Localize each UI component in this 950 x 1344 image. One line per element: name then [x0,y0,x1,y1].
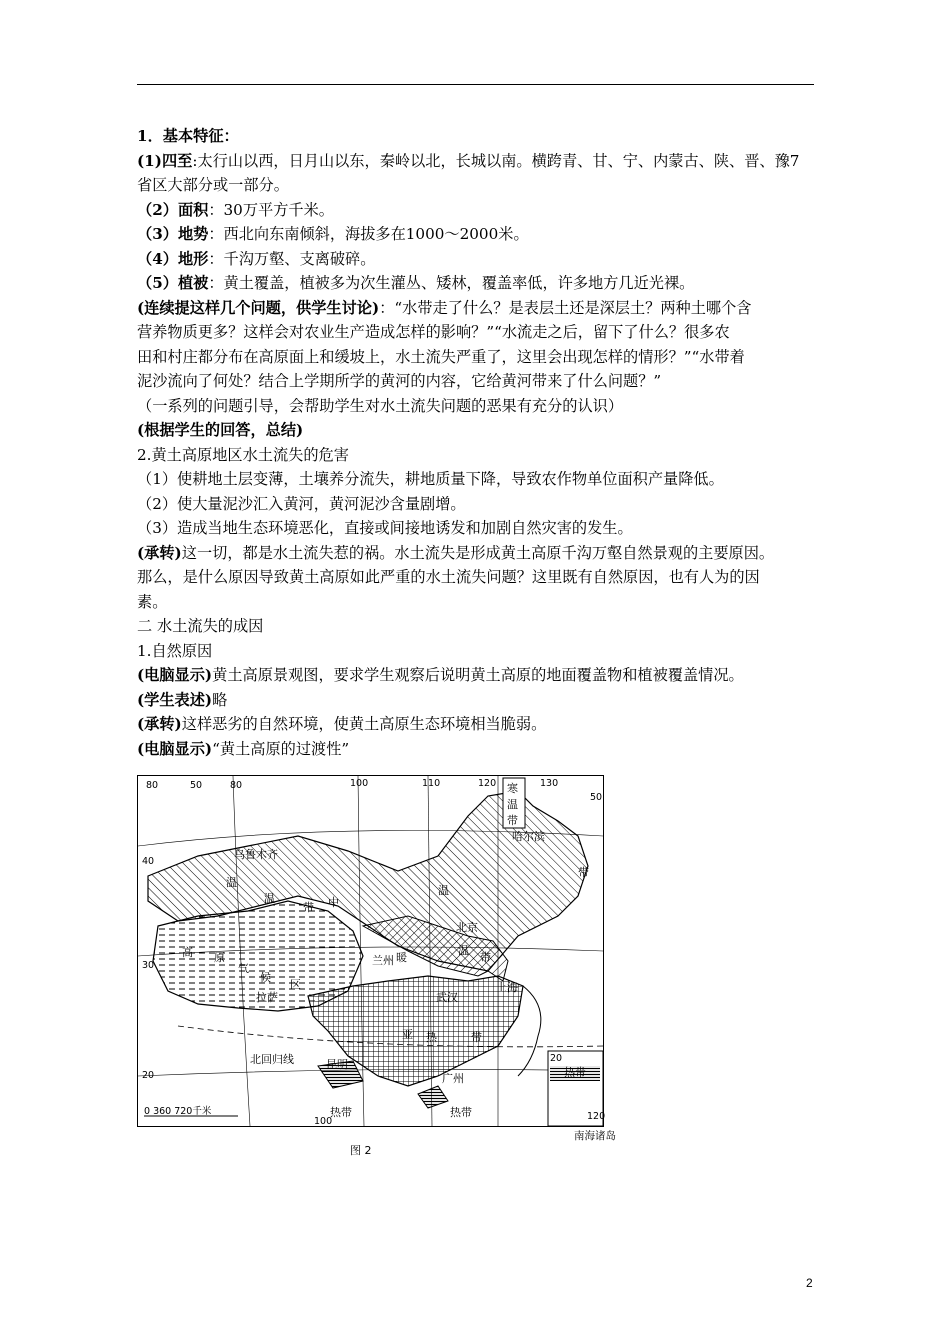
climate-map [137,775,604,1127]
lat-label: 20 [142,1070,155,1081]
lon-label: 80 [146,780,159,791]
transition-line: 素。 [137,592,168,611]
document-body [137,124,817,761]
inset-caption: 南海诸岛 [574,1130,616,1142]
city-label: 兰州 [372,954,394,967]
discussion-line: 泥沙流向了何处？结合上学期所学的黄河的内容，它给黄河带来了什么问题？” [137,372,662,390]
city-label: 哈尔滨 [512,830,545,843]
zone-label: 中 [328,896,339,909]
section2-item: （1）使耕地土层变薄，土壤养分流失，耕地质量下降，导致农作物单位面积产量降低。 [137,470,724,488]
coastline [518,986,541,1076]
scale-bar-label: 0 360 720千米 [144,1106,212,1117]
section1-item: 省区大部分或一部分。 [137,176,289,194]
section2-item: （3）造成当地生态环境恶化，直接或间接地诱发和加剧自然灾害的发生。 [137,519,633,537]
lat-label: 40 [142,856,155,867]
lat-label: 30 [142,960,155,971]
section1-item: （4）地形：千沟万壑、支离破碎。 [137,249,376,268]
discussion-summary: (根据学生的回答，总结) [137,421,304,439]
display1-line: (电脑显示)黄土高原景观图，要求学生观察后说明黄土高原的地面覆盖物和植被覆盖情况。 [137,666,744,684]
zone-label: 区 [290,978,301,991]
discussion-line: 田和村庄都分布在高原面上和缓坡上，水土流失严重了，这里会出现怎样的情形？”“水带着 [137,347,745,366]
city-label: 乌鲁木齐 [234,848,278,861]
zone-label: 气 [238,962,249,975]
zone-label: 热带 [564,1066,586,1079]
zone-label: 原 [214,951,225,964]
section3-sub: 1.自然原因 [137,641,213,660]
lon-label: 80 [230,780,243,791]
transition-line: 那么，是什么原因导致黄土高原如此严重的水土流失问题？这里既有自然原因，也有人为的因 [137,568,760,586]
zone-label: 热带 [330,1106,352,1119]
figure-caption: 图 2 [350,1144,372,1157]
city-label: 上海 [496,981,518,994]
tropical-zone [418,1086,448,1108]
zone-label: 热 [426,1031,437,1044]
zone-label: 温 [458,944,469,957]
zone-label: 亚 [402,1028,413,1041]
zone-label: 温 [507,798,518,811]
climate-map-svg [138,776,606,1127]
display2-line: (电脑显示)“黄土高原的过渡性” [137,739,350,758]
section1-item: （3）地势：西北向东南倾斜，海拔多在1000～2000米。 [137,225,529,243]
city-label: 拉萨 [256,991,278,1004]
zone-label: 高 [182,946,193,959]
section2-item: （2）使大量泥沙汇入黄河，黄河泥沙含量剧增。 [137,494,466,513]
section1-title: 1．基本特征： [137,127,239,145]
lon-label: 100 [314,1116,333,1127]
discussion-line: 营养物质更多？这样会对农业生产造成怎样的影响？”“水流走之后，留下了什么？很多农 [137,323,730,341]
discussion-line: (连续提这样几个问题，供学生讨论)：“水带走了什么？是表层土还是深层土？两种土哪个含 [137,298,752,317]
transition2-line: (承转)这样恶劣的自然环境，使黄土高原生态环境相当脆弱。 [137,715,547,733]
lat-label: 50 [590,792,603,803]
zone-label: 带 [303,901,314,914]
transition-line: (承转)这一切，都是水土流失惹的祸。水土流失是形成黄土高原千沟万壑自然景观的主要原因。 [137,543,775,562]
zone-label: 候 [260,971,271,984]
header-rule [137,84,814,85]
zone-label: 暖 [396,951,407,964]
page-number: 2 [806,1276,813,1290]
student-line: (学生表述)略 [137,690,228,709]
lon-label: 50 [190,780,203,791]
section3-title: 二 水土流失的成因 [137,617,264,635]
section1-item: （5）植被：黄土覆盖，植被多为次生灌丛、矮林，覆盖率低，许多地方几近光裸。 [137,274,695,292]
city-label: 昆明 [326,1058,348,1071]
lat-label: 20 [550,1053,563,1064]
section1-item: （2）面积：30万平方千米。 [137,200,334,219]
lon-label: 110 [422,778,441,789]
zone-label: 带 [480,951,491,964]
zone-label: 带 [578,866,589,879]
zone-label: 热带 [450,1106,472,1119]
city-label: 北京 [456,921,478,934]
section2-title: 2.黄土高原地区水土流失的危害 [137,445,349,464]
zone-label: 寒 [507,782,518,795]
zone-label: 带 [471,1031,482,1044]
lon-label: 130 [540,778,559,789]
lon-label: 120 [587,1111,606,1122]
lon-label: 120 [478,778,497,789]
zone-label: 温 [226,876,237,889]
city-label: 武汉 [436,991,458,1004]
city-label: 广州 [442,1072,464,1085]
zone-label: 带 [507,814,518,827]
zone-label: 温 [438,884,449,897]
zone-label: 温 [264,892,275,905]
tropic-label: 北回归线 [250,1053,294,1066]
lon-label: 100 [350,778,369,789]
section1-item: (1)四至:太行山以西，日月山以东，秦岭以北，长城以南。横跨青、甘、宁、内蒙古、陕、晋、豫7 [137,151,800,170]
discussion-note: （一系列的问题引导，会帮助学生对水土流失问题的恶果有充分的认识） [137,396,623,415]
